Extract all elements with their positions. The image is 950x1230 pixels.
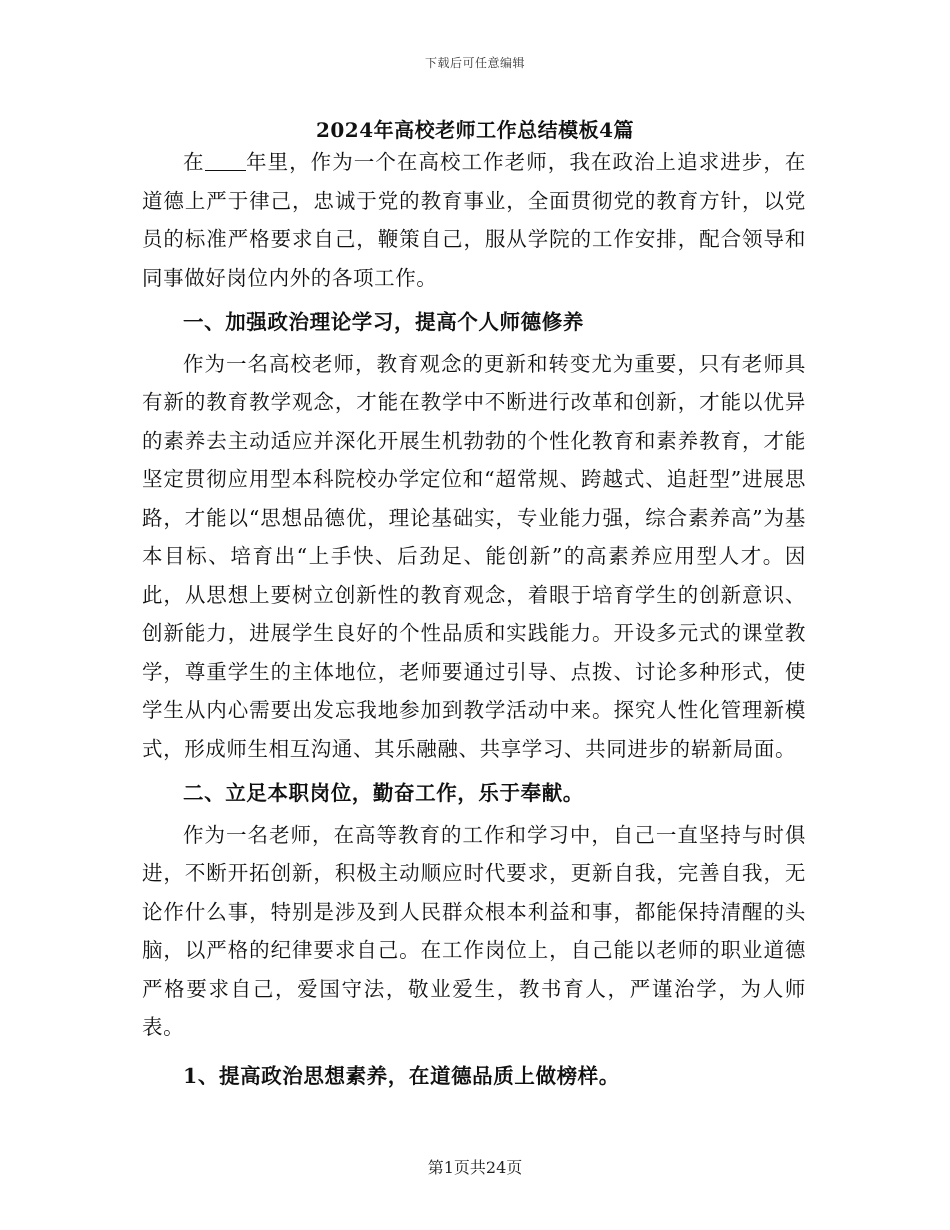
document-body — [142, 143, 806, 1095]
intro-paragraph — [142, 143, 806, 297]
section-heading-2: 二、立足本职岗位，勤奋工作，乐于奉献。 — [183, 781, 584, 805]
fill-in-blank — [205, 150, 246, 172]
section-heading-1: 一、加强政治理论学习，提高个人师德修养 — [183, 310, 584, 334]
sub-heading-1: 1、提高政治思想素养，在道德品质上做榜样。 — [183, 1063, 620, 1088]
intro-text-start: 在 — [183, 150, 205, 174]
page-number-footer: 第1页共24页 — [427, 1158, 523, 1177]
document-title: 2024年高校老师工作总结模板4篇 — [315, 118, 635, 142]
section-paragraph-1: 作为一名高校老师，教育观念的更新和转变尤为重要，只有老师具有新的教育教学观念，才能在教学中不断进行改革和创新，才能以优异的素养去主动适应并深化开展生机勃勃的个性化教育和素养教育，才能坚定贯彻应用型本科院校办学定位和“超常规、跨越式、追赶型”进展思路，才能以“思想品德优，理论基础实，专业能力强，综合素养高”为基本目标、培育出“上手快、后劲足、能创新”的高素养应用型人才。因此，从思想上要树立创新性的教育观念，着眼于培育学生的创新意识、创新能力，进展学生良好的个性品质和实践能力。开设多元式的课堂教学，尊重学生的主体地位，老师要通过引导、点拨、讨论多种形式，使学生从内心需要出发忘我地参加到教学活动中来。探究人性化管理新模式，形成师生相互沟通、其乐融融、共享学习、共同进步的崭新局面。 — [142, 351, 806, 761]
header-note: 下载后可任意编辑 — [424, 56, 525, 70]
section-paragraph-2: 作为一名老师，在高等教育的工作和学习中，自己一直坚持与时俱进，不断开拓创新，积极主动顺应时代要求，更新自我，完善自我，无论作什么事，特别是涉及到人民群众根本利益和事，都能保持清醒的头脑，以严格的纪律要求自己。在工作岗位上，自己能以老师的职业道德严格要求自己，爱国守法，敬业爱生，教书育人，严谨治学，为人师表。 — [142, 822, 806, 1039]
intro-text-rest: 年里，作为一个在高校工作老师，我在政治上追求进步，在道德上严于律己，忠诚于党的教育事业，全面贯彻党的教育方针，以党员的标准严格要求自己，鞭策自己，服从学院的工作安排，配合领导和同事做好岗位内外的各项工作。 — [142, 150, 806, 290]
